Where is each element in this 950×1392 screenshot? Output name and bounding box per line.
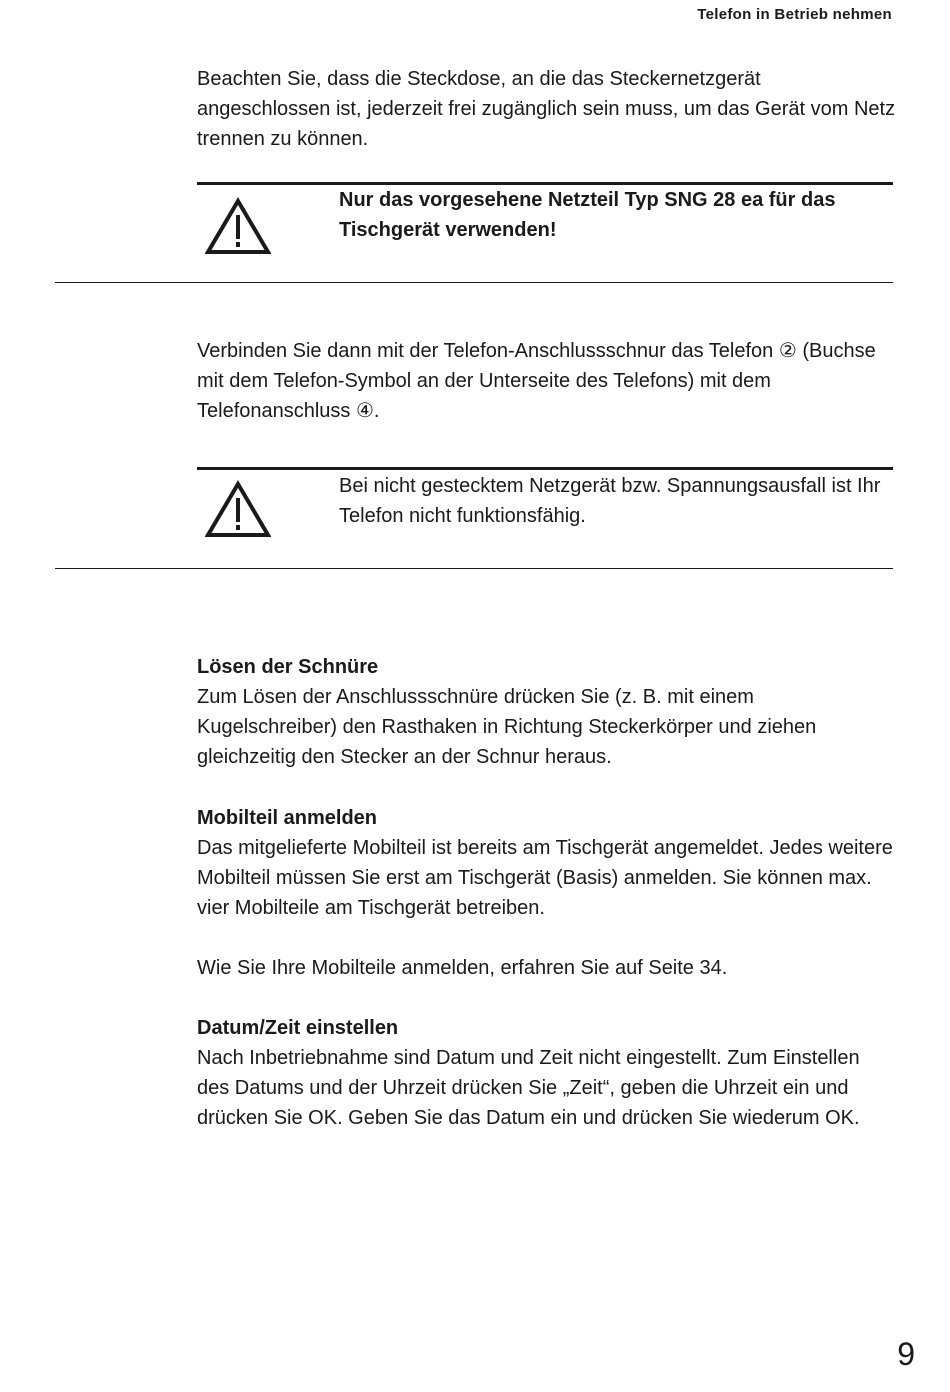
notice-bottom-rule	[55, 568, 893, 569]
section-heading: Lösen der Schnüre	[197, 656, 379, 678]
section-heading: Datum/Zeit einstellen	[197, 1017, 399, 1039]
page-reference-paragraph: Wie Sie Ihre Mobilteile anmelden, erfahren Sie auf Seite 34.	[197, 957, 728, 979]
section-text: Das mitgelieferte Mobilteil ist bereits am Tischgerät angemeldet. Jedes weitere Mobilteil müssen Sie erst am Tischgerät (Basis) anmelden. Sie können max. vier Mobilteile am Tischgerät betreiben.	[197, 837, 893, 919]
notice-text: Nur das vorgesehene Netzteil Typ SNG 28 ea für das Tischgerät verwenden!	[339, 189, 836, 241]
warning-triangle-icon	[205, 480, 271, 538]
notice-bottom-rule	[55, 282, 893, 283]
section-date-time	[197, 1013, 897, 1133]
intro-paragraph: Beachten Sie, dass die Steckdose, an die das Steckernetzgerät angeschlossen ist, jederzeit frei zugänglich sein muss, um das Gerät vom Netz trennen zu können.	[197, 68, 896, 150]
page-number: 9	[897, 1336, 915, 1372]
section-text: Zum Lösen der Anschlussschnüre drücken Sie (z. B. mit einem Kugelschreiber) den Rasthaken in Richtung Steckerkörper und ziehen gleichzeitig den Stecker an der Schnur heraus.	[197, 686, 817, 768]
section-heading: Mobilteil anmelden	[197, 807, 378, 829]
connect-paragraph: Verbinden Sie dann mit der Telefon-Anschlussschnur das Telefon ② (Buchse mit dem Telefon-Symbol an der Unterseite des Telefons) mit dem Telefonanschluss ④.	[197, 340, 876, 422]
notice-text: Bei nicht gestecktem Netzgerät bzw. Spannungsausfall ist Ihr Telefon nicht funktionsfähig.	[339, 475, 881, 527]
warning-triangle-icon	[205, 197, 271, 255]
running-header: Telefon in Betrieb nehmen	[697, 6, 892, 23]
section-register-handset	[197, 803, 897, 923]
section-text: Nach Inbetriebnahme sind Datum und Zeit nicht eingestellt. Zum Einstellen des Datums und der Uhrzeit drücken Sie „Zeit“, geben die Uhrzeit ein und drücken Sie OK. Geben Sie das Datum ein und drücken Sie wiederum OK.	[197, 1047, 860, 1129]
notice-top-rule	[197, 467, 893, 470]
section-cords	[197, 652, 897, 772]
